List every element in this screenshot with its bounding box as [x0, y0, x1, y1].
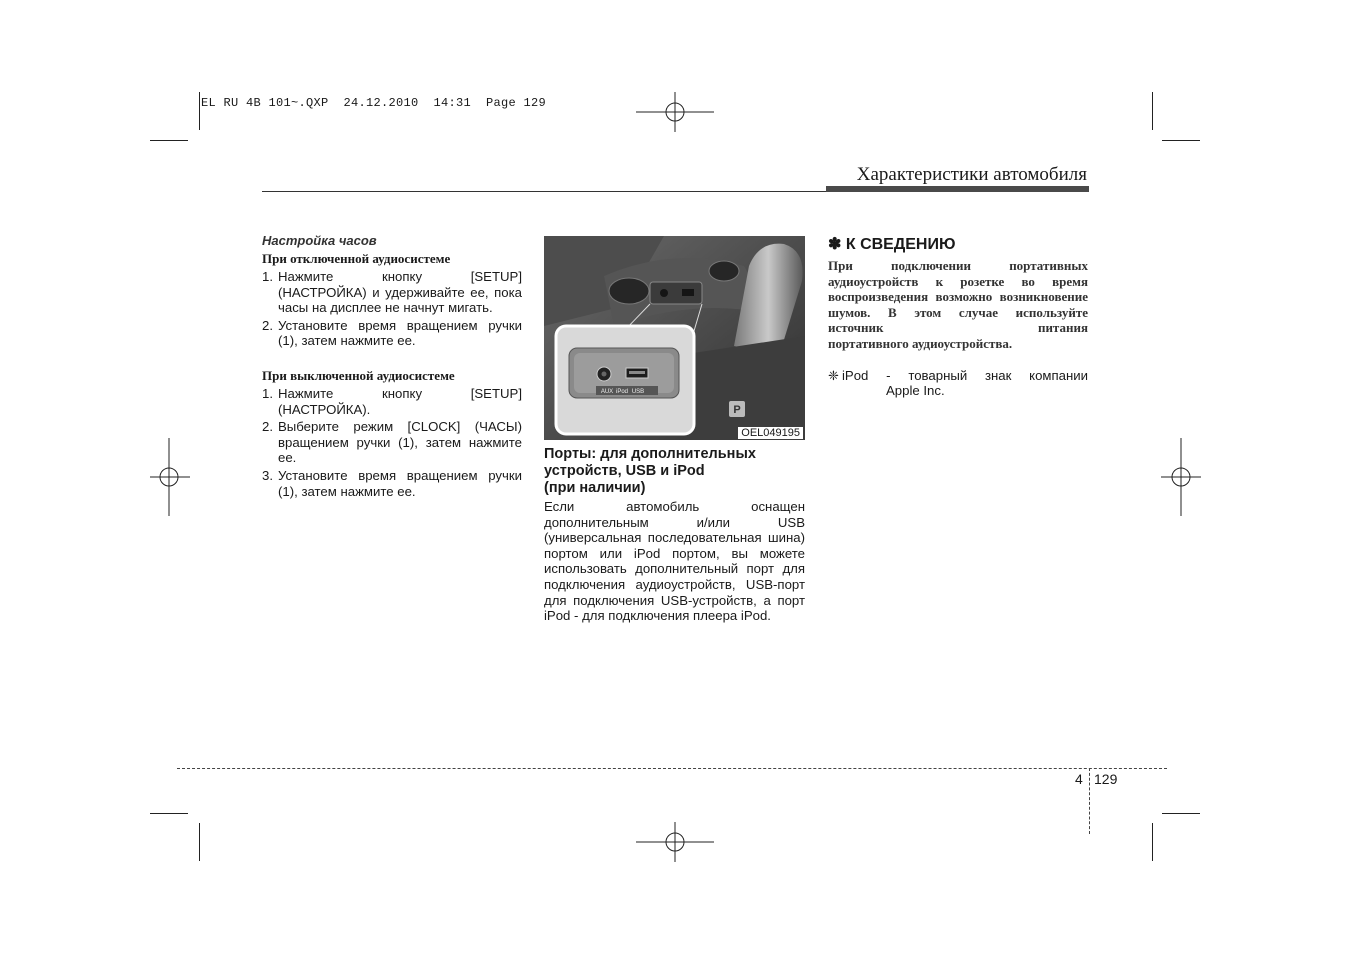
chapter-number: 4: [1075, 771, 1083, 787]
ports-title: Порты: для дополнительных устройств, USB и iPod (при наличии): [544, 446, 756, 496]
figure-code: OEL049195: [738, 427, 803, 439]
ports-section: [544, 446, 805, 624]
group2-steps: [262, 386, 522, 499]
registration-mark-left: [150, 438, 190, 516]
header-bar: [826, 186, 1089, 192]
label-usb: USB: [631, 389, 645, 395]
label-ipod: iPod: [615, 389, 629, 395]
ports-body: Если автомобиль оснащен дополнительным и/или USB (универсальная последовательная шина) портом или iPod портом, вы можете использовать дополнительный порт для подключения аудиоустройств, USB-порт для подключения USB-устройств, а порт iPod - для подключения плеера iPod.: [544, 499, 805, 624]
ipod-footnote: ❈ iPod - товарный знак компании Apple Inc.: [828, 367, 1088, 399]
print-slug: EL RU 4B 101~.QXP 24.12.2010 14:31 Page 129: [201, 96, 547, 110]
group1-steps: [262, 269, 522, 349]
step-item: 3. Установите время вращением ручки (1), затем нажмите ее.: [262, 467, 522, 499]
label-aux: AUX: [600, 389, 614, 395]
footnote-symbol-icon: ❈: [828, 367, 840, 383]
footer-dashed-divider: [1089, 768, 1090, 834]
page-header-title: Характеристики автомобиля: [856, 164, 1087, 185]
section-title: Настройка часов: [262, 233, 377, 248]
svg-text:P: P: [733, 404, 741, 416]
registration-mark-bottom: [636, 822, 714, 862]
aux-usb-ipod-figure: [544, 236, 805, 440]
footer-dashed-rule: [177, 768, 1167, 769]
notice-text: При подключении портативных аудиоустройств к розетке во время воспроизведения возможно возникновение шумов. В этом случае используйте источник питания портативного аудиоустройства.: [828, 258, 1088, 351]
clock-settings-section: [262, 233, 522, 501]
step-item: 1. Нажмите кнопку [SETUP] (НАСТРОЙКА) и удерживайте ее, пока часы на дисплее не начнут мигать.: [262, 269, 522, 316]
notice-symbol-icon: ✽: [828, 236, 842, 253]
step-item: 2. Установите время вращением ручки (1), затем нажмите ее.: [262, 317, 522, 349]
registration-mark-right: [1161, 438, 1201, 516]
page-number: 129: [1094, 771, 1118, 787]
step-item: 1. Нажмите кнопку [SETUP] (НАСТРОЙКА).: [262, 385, 522, 417]
group2-title: При выключенной аудиосистеме: [262, 367, 455, 383]
group1-title: При отключенной аудиосистеме: [262, 251, 451, 266]
step-item: 2. Выберите режим [CLOCK] (ЧАСЫ) вращением ручки (1), затем нажмите ее.: [262, 419, 522, 466]
notice-title: ✽ К СВЕДЕНИЮ: [828, 236, 956, 253]
registration-mark-top: [636, 92, 714, 132]
notice-section: [828, 234, 1088, 399]
